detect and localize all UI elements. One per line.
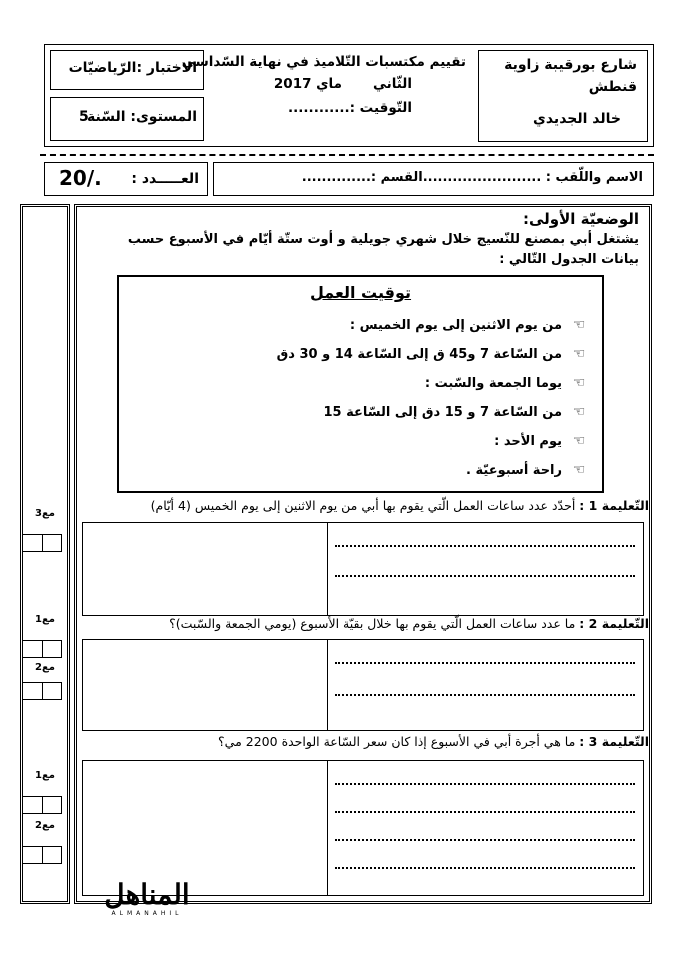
exam-title-block	[181, 50, 472, 142]
school-address-line2: قنطش	[588, 79, 637, 95]
exam-date: ماي 2017	[273, 76, 342, 92]
exam-semester: الثّاني	[372, 76, 412, 92]
schedule-item: ☜ من السّاعة 7 و 15 دق إلى السّاعة 15	[126, 400, 596, 424]
criterion-score-box[interactable]	[22, 534, 62, 552]
answer-line[interactable]	[335, 811, 635, 813]
schedule-item: ☜ من يوم الاثنين إلى يوم الخميس :	[126, 313, 596, 337]
question-2	[89, 616, 649, 631]
student-name-box[interactable]	[213, 162, 654, 196]
schedule-item: ☜ يوم الأحد :	[126, 429, 596, 453]
answer-line[interactable]	[335, 545, 635, 547]
teacher-name: خالد الجديدي	[533, 111, 621, 127]
grade-value: 20/.	[59, 166, 102, 190]
answer-area-3[interactable]	[82, 760, 644, 896]
criterion-label: مع3	[35, 508, 55, 519]
grade-label: العـــــدد :	[131, 171, 199, 187]
question-1-label: التّعليمة 1 :	[579, 498, 649, 513]
criterion-label: مع2	[35, 662, 55, 673]
situation-title: الوضعيّة الأولى:	[522, 210, 639, 228]
pointing-hand-icon: ☜	[572, 375, 586, 391]
criterion-score-box[interactable]	[22, 846, 62, 864]
answer-line[interactable]	[335, 662, 635, 664]
pointing-hand-icon: ☜	[572, 317, 586, 333]
situation-intro: يشتغل أبي بمصنع للنّسيج خلال شهري جويلية و أوت ستّة أيّام في الأسبوع حسب بيانات الجدول التّالي :	[127, 232, 639, 267]
question-1-text: أحدّد عدد ساعات العمل الّتي يقوم بها أبي من يوم الاثنين إلى يوم الخميس (4 أيّام)	[150, 498, 576, 513]
criterion-label: مع2	[35, 820, 55, 831]
answer-line[interactable]	[335, 783, 635, 785]
logo-subtext: ALMANAHIL	[111, 910, 183, 917]
schedule-item: ☜ يوما الجمعة والسّبت :	[126, 371, 596, 395]
pointing-hand-icon: ☜	[572, 462, 586, 478]
schedule-list	[126, 313, 596, 489]
answer-area-1[interactable]	[82, 522, 644, 616]
question-3	[89, 734, 649, 749]
pointing-hand-icon: ☜	[572, 404, 586, 420]
pointing-hand-icon: ☜	[572, 433, 586, 449]
answer-divider	[327, 761, 328, 895]
question-2-label: التّعليمة 2 :	[579, 616, 649, 631]
pointing-hand-icon: ☜	[572, 346, 586, 362]
answer-line[interactable]	[335, 867, 635, 869]
subject-box	[50, 50, 204, 90]
criterion-score-box[interactable]	[22, 682, 62, 700]
logo-text: المناهل	[104, 878, 190, 911]
school-address-line1: شارع بورقيبة زاوية	[504, 57, 637, 73]
exam-title: تقييم مكتسبات التّلاميذ في نهاية السّداسي	[181, 54, 466, 70]
level-label: المستوى: السّنة	[87, 109, 197, 125]
question-1	[89, 498, 649, 513]
answer-area-2[interactable]	[82, 639, 644, 731]
answer-line[interactable]	[335, 694, 635, 696]
grade-box	[44, 162, 208, 196]
criterion-label: مع1	[35, 614, 55, 625]
answer-divider	[327, 523, 328, 615]
question-3-label: التّعليمة 3 :	[579, 734, 649, 749]
level-box	[50, 97, 204, 141]
exam-timing: التّوقيت :............	[288, 100, 412, 116]
schedule-box	[117, 275, 604, 493]
schedule-item: ☜ راحة أسبوعيّة .	[126, 458, 596, 482]
level-value: 5	[79, 109, 89, 125]
subject: الاختبار :الرّياضيّات	[68, 60, 197, 76]
criterion-label: مع1	[35, 770, 55, 781]
criterion-score-box[interactable]	[22, 796, 62, 814]
almanahil-logo	[92, 880, 202, 920]
question-2-text: ما عدد ساعات العمل الّتي يقوم بها خلال بقيّة الأسبوع (يومي الجمعة والسّبت)؟	[169, 616, 576, 631]
school-box	[478, 50, 648, 142]
answer-divider	[327, 640, 328, 730]
criterion-score-box[interactable]	[22, 640, 62, 658]
answer-line[interactable]	[335, 839, 635, 841]
schedule-item: ☜ من السّاعة 7 و45 ق إلى السّاعة 14 و 30 دق	[126, 342, 596, 366]
student-name-field[interactable]: الاسم واللّقب : ........................القسم :..............	[301, 170, 643, 185]
answer-line[interactable]	[335, 575, 635, 577]
schedule-title: توقيت العمل	[309, 283, 412, 302]
question-3-text: ما هي أجرة أبي في الأسبوع إذا كان سعر السّاعة الواحدة 2200 مي؟	[218, 734, 576, 749]
header-separator	[40, 154, 654, 156]
